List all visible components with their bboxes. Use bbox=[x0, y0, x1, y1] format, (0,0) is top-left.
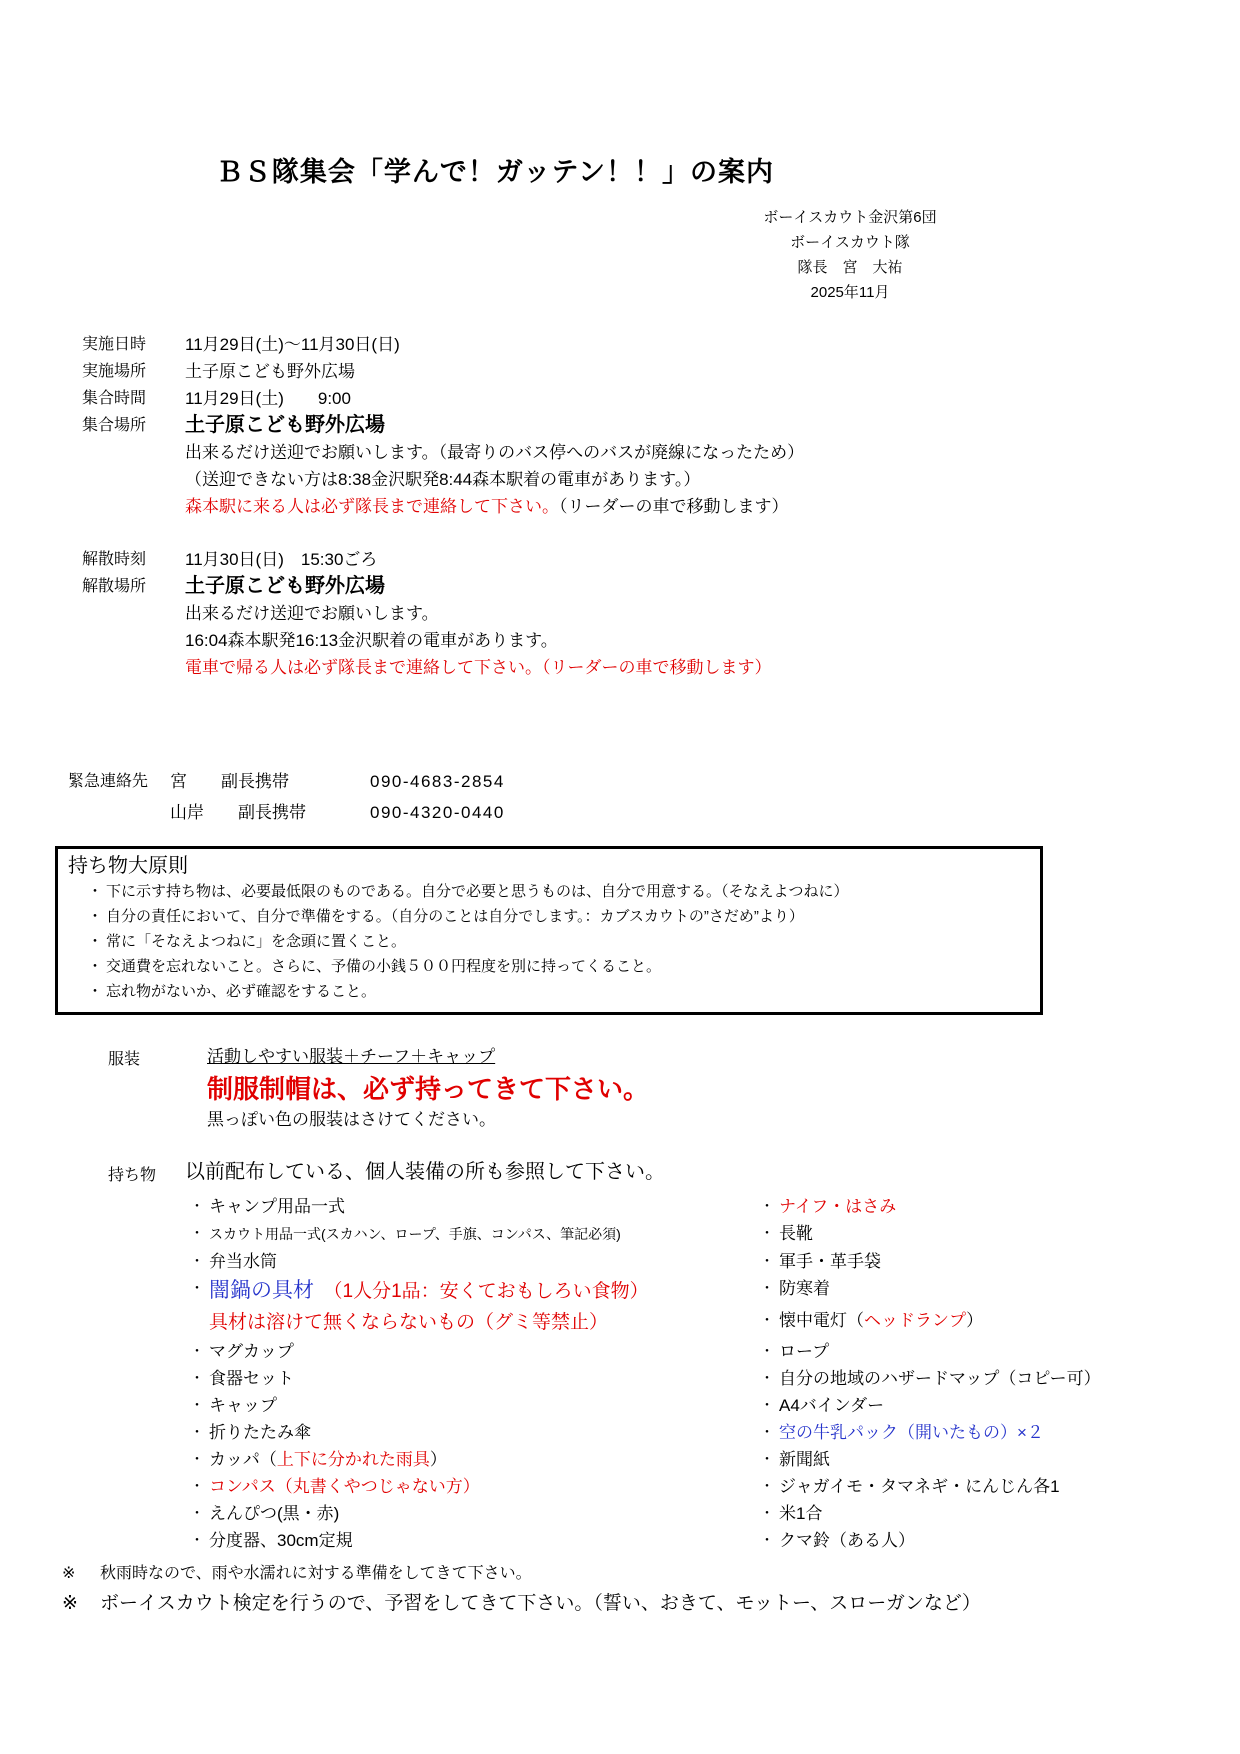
info-label bbox=[82, 627, 185, 654]
item-text bbox=[209, 1419, 311, 1446]
item-text bbox=[779, 1527, 915, 1554]
contact-phone: 090-4683-2854 bbox=[370, 772, 505, 791]
bullet-icon: ・ bbox=[190, 1397, 204, 1413]
text-segment: （リーダーの車で移動します） bbox=[559, 497, 789, 516]
info-label: 集合時間 bbox=[82, 390, 147, 407]
bullet-text: 自分の責任において、自分で準備をする。（自分のことは自分でします。：カブスカウトの”さだめ”より） bbox=[106, 908, 804, 925]
item-text bbox=[209, 1527, 353, 1554]
bullet-text: 交通費を忘れないこと。さらに、予備の小銭５００円程度を別に持ってくること。 bbox=[106, 958, 662, 975]
contact-name: 宮 副長携帯 bbox=[170, 772, 289, 791]
org-header bbox=[745, 205, 955, 305]
emergency-contacts bbox=[0, 766, 1240, 828]
belongings-header bbox=[0, 1157, 1240, 1187]
page-title: ＢＳ隊集会「学んで！ガッテン！！」の案内 bbox=[215, 157, 775, 187]
belongings-item-left bbox=[185, 1365, 755, 1392]
org-header-line: ボーイスカウト隊 bbox=[790, 234, 910, 251]
text-segment: 分度器、30cm定規 bbox=[209, 1531, 353, 1550]
text-segment: 長靴 bbox=[779, 1224, 813, 1243]
info-row bbox=[0, 546, 1240, 573]
item-text bbox=[779, 1307, 983, 1338]
footer-notes bbox=[0, 1560, 1240, 1620]
info-value bbox=[185, 358, 355, 385]
info-label bbox=[82, 439, 185, 466]
text-segment: 電車で帰る人は必ず隊長まで連絡して下さい。（リーダーの車で移動します） bbox=[185, 658, 772, 677]
contact-phone: 090-4320-0440 bbox=[370, 803, 505, 822]
belongings-item-right bbox=[755, 1527, 915, 1554]
clothing-section bbox=[0, 1042, 1240, 1134]
belongings-row bbox=[0, 1473, 1240, 1500]
belongings-item-left bbox=[185, 1527, 755, 1554]
info-value bbox=[185, 546, 377, 573]
info-value bbox=[185, 627, 558, 654]
text-segment: 弁当水筒 bbox=[209, 1252, 277, 1271]
belongings-item-right bbox=[755, 1307, 983, 1338]
principles-bullet bbox=[68, 904, 1032, 929]
text-segment: クマ鈴（ある人） bbox=[779, 1531, 915, 1550]
principles-bullet-list bbox=[68, 879, 1032, 1004]
text-segment: キャップ bbox=[209, 1396, 277, 1415]
info-value bbox=[185, 654, 772, 681]
principles-box bbox=[55, 846, 1043, 1015]
clothing-line-note: 黒っぽい色の服装はさけてください。 bbox=[207, 1110, 496, 1129]
belongings-item-right bbox=[755, 1446, 830, 1473]
org-header-line: ボーイスカウト金沢第6団 bbox=[763, 209, 937, 226]
info-label bbox=[82, 654, 185, 681]
belongings-row bbox=[0, 1220, 1240, 1248]
emergency-row bbox=[0, 766, 1240, 797]
info-row bbox=[0, 493, 1240, 520]
text-segment: 出来るだけ送迎でお願いします。 bbox=[185, 604, 439, 623]
text-segment: （1人分1品：安くておもしろい食物） bbox=[314, 1281, 649, 1302]
text-segment: 折りたたみ傘 bbox=[209, 1423, 311, 1442]
text-segment: 森本駅に来る人は必ず隊長まで連絡して下さい。 bbox=[185, 497, 559, 516]
info-label: 実施日時 bbox=[82, 336, 147, 353]
belongings-item-right bbox=[755, 1473, 1060, 1500]
text-segment: 土子原こども野外広場 bbox=[185, 362, 355, 381]
text-segment: ロープ bbox=[779, 1342, 830, 1361]
info-value bbox=[185, 573, 385, 600]
info-value bbox=[185, 331, 400, 358]
belongings-item-right bbox=[755, 1419, 1044, 1446]
info-row bbox=[0, 627, 1240, 654]
belongings-item-left bbox=[185, 1446, 755, 1473]
bullet-icon: ・ bbox=[190, 1451, 204, 1467]
item-text bbox=[779, 1500, 822, 1527]
item-text bbox=[779, 1365, 1101, 1392]
belongings-row bbox=[0, 1275, 1240, 1307]
belongings-item-left bbox=[185, 1392, 755, 1419]
bullet-icon: ・ bbox=[190, 1532, 204, 1548]
clothing-line-warning: 制服制帽は、必ず持ってきて下さい。 bbox=[207, 1074, 650, 1104]
note-row bbox=[0, 1560, 1240, 1588]
note-row bbox=[0, 1588, 1240, 1620]
info-row bbox=[0, 358, 1240, 385]
belongings-row bbox=[0, 1193, 1240, 1220]
text-segment: 11月30日(日) 15:30ごろ bbox=[185, 550, 378, 569]
bullet-icon: ・ bbox=[760, 1451, 774, 1467]
bullet-icon: ・ bbox=[760, 1424, 774, 1440]
belongings-row bbox=[0, 1527, 1240, 1554]
text-segment: 軍手・革手袋 bbox=[779, 1252, 881, 1271]
item-text bbox=[779, 1275, 830, 1307]
bullet-icon: ・ bbox=[760, 1253, 774, 1269]
belongings-item-left bbox=[185, 1220, 755, 1248]
bullet-icon: ・ bbox=[87, 958, 103, 975]
text-segment: 懐中電灯（ bbox=[779, 1311, 864, 1330]
belongings-row bbox=[0, 1446, 1240, 1473]
text-segment: 新聞紙 bbox=[779, 1450, 830, 1469]
info-label: 実施場所 bbox=[82, 363, 147, 380]
info-label: 解散場所 bbox=[82, 578, 147, 595]
bullet-icon: ・ bbox=[760, 1478, 774, 1494]
bullet-icon: ・ bbox=[760, 1370, 774, 1386]
info-row bbox=[0, 385, 1240, 412]
bullet-icon: ・ bbox=[190, 1253, 204, 1269]
info-value bbox=[185, 385, 351, 412]
bullet-icon: ・ bbox=[760, 1280, 774, 1296]
org-header-line: 2025年11月 bbox=[810, 284, 890, 301]
belongings-item-right bbox=[755, 1392, 884, 1419]
bullet-icon: ・ bbox=[760, 1198, 774, 1214]
item-text bbox=[209, 1365, 294, 1392]
item-text bbox=[209, 1307, 608, 1338]
text-segment: 16:04森本駅発16:13金沢駅着の電車があります。 bbox=[185, 631, 558, 650]
item-text bbox=[209, 1473, 480, 1500]
belongings-item-left bbox=[185, 1419, 755, 1446]
belongings-row bbox=[0, 1365, 1240, 1392]
bullet-icon: ・ bbox=[190, 1280, 204, 1296]
text-segment: ナイフ・はさみ bbox=[779, 1197, 897, 1216]
info-label: 解散時刻 bbox=[82, 551, 147, 568]
bullet-text: 忘れ物がないか、必ず確認をすること。 bbox=[106, 983, 377, 1000]
text-segment: 土子原こども野外広場 bbox=[185, 575, 385, 597]
meeting-info-section bbox=[0, 331, 1240, 520]
belongings-item-right bbox=[755, 1338, 829, 1365]
bullet-icon: ・ bbox=[190, 1343, 204, 1359]
text-segment: 11月29日(土)～11月30日(日) bbox=[185, 335, 400, 354]
bullet-icon: ・ bbox=[760, 1343, 774, 1359]
belongings-intro: 以前配布している、個人装備の所も参照して下さい。 bbox=[185, 1161, 665, 1183]
text-segment: （送迎できない方は8:38金沢駅発8:44森本駅着の電車があります。） bbox=[185, 470, 701, 489]
info-row bbox=[0, 654, 1240, 681]
bullet-icon: ・ bbox=[190, 1478, 204, 1494]
item-text bbox=[779, 1419, 1044, 1446]
belongings-item-left bbox=[185, 1338, 755, 1365]
info-row bbox=[0, 439, 1240, 466]
info-label: 集合場所 bbox=[82, 417, 147, 434]
belongings-row bbox=[0, 1392, 1240, 1419]
bullet-icon: ・ bbox=[87, 908, 103, 925]
org-header-line: 隊長 宮 大祐 bbox=[797, 259, 903, 276]
emergency-row bbox=[0, 797, 1240, 828]
belongings-item-left bbox=[185, 1307, 755, 1338]
info-row bbox=[0, 412, 1240, 439]
info-label bbox=[82, 600, 185, 627]
info-value bbox=[185, 439, 804, 466]
text-segment: 11月29日(土) 9:00 bbox=[185, 389, 351, 408]
clothing-line-underlined: 活動しやすい服装＋チーフ＋キャップ bbox=[207, 1047, 496, 1066]
belongings-item-left bbox=[185, 1500, 755, 1527]
text-segment: 空の牛乳パック（開いたもの）×２ bbox=[779, 1423, 1044, 1442]
belongings-item-left bbox=[185, 1193, 755, 1220]
emergency-label bbox=[68, 797, 170, 828]
text-segment: えんぴつ(黒・赤) bbox=[209, 1504, 340, 1523]
belongings-label: 持ち物 bbox=[108, 1167, 157, 1184]
item-text bbox=[209, 1275, 649, 1307]
belongings-row bbox=[0, 1500, 1240, 1527]
info-value bbox=[185, 412, 385, 439]
bullet-icon: ・ bbox=[87, 983, 103, 1000]
belongings-item-right bbox=[755, 1220, 813, 1248]
text-segment: ） bbox=[429, 1450, 447, 1469]
text-segment: 闇鍋の具材 bbox=[209, 1279, 314, 1302]
info-row bbox=[0, 331, 1240, 358]
belongings-item-left bbox=[185, 1248, 755, 1275]
text-segment: 具材は溶けて無くならないもの（グミ等禁止） bbox=[209, 1312, 609, 1333]
text-segment: カッパ（ bbox=[209, 1450, 277, 1469]
belongings-item-right bbox=[755, 1365, 1101, 1392]
info-row bbox=[0, 600, 1240, 627]
belongings-row bbox=[0, 1307, 1240, 1338]
principles-bullet bbox=[68, 979, 1032, 1004]
text-segment: 出来るだけ送迎でお願いします。（最寄りのバス停へのバスが廃線になったため） bbox=[185, 443, 805, 462]
belongings-row bbox=[0, 1248, 1240, 1275]
bullet-icon: ・ bbox=[760, 1505, 774, 1521]
belongings-item-right bbox=[755, 1248, 881, 1275]
text-segment: 米1合 bbox=[779, 1504, 823, 1523]
item-text bbox=[779, 1392, 884, 1419]
note-text: ボーイスカウト検定を行うので、予習をしてきて下さい。（誓い、おきて、モットー、スローガンなど） bbox=[100, 1593, 981, 1614]
contact-name: 山岸 副長携帯 bbox=[170, 803, 306, 822]
note-mark: ※ bbox=[62, 1565, 76, 1582]
item-text bbox=[209, 1220, 621, 1248]
dismissal-info-section bbox=[0, 546, 1240, 681]
clothing-lines bbox=[207, 1042, 649, 1134]
principles-bullet bbox=[68, 879, 1032, 904]
bullet-icon: ・ bbox=[190, 1198, 204, 1214]
text-segment: ジャガイモ・タマネギ・にんじん各1 bbox=[779, 1477, 1060, 1496]
text-segment: マグカップ bbox=[209, 1342, 294, 1361]
item-text bbox=[209, 1500, 339, 1527]
item-text bbox=[209, 1338, 294, 1365]
note-mark: ※ bbox=[62, 1593, 78, 1614]
bullet-icon: ・ bbox=[190, 1505, 204, 1521]
belongings-item-left bbox=[185, 1275, 755, 1307]
info-label bbox=[82, 493, 185, 520]
bullet-icon: ・ bbox=[190, 1424, 204, 1440]
bullet-icon: ・ bbox=[190, 1370, 204, 1386]
belongings-section bbox=[0, 1157, 1240, 1554]
belongings-item-right bbox=[755, 1193, 896, 1220]
info-value bbox=[185, 493, 789, 520]
principles-box-title: 持ち物大原則 bbox=[68, 855, 188, 877]
item-text bbox=[209, 1392, 277, 1419]
belongings-row bbox=[0, 1338, 1240, 1365]
text-segment: キャンプ用品一式 bbox=[209, 1197, 345, 1216]
text-segment: ） bbox=[966, 1311, 984, 1330]
bullet-icon: ・ bbox=[87, 933, 103, 950]
item-text bbox=[779, 1248, 881, 1275]
note-text: 秋雨時なので、雨や水濡れに対する準備をしてきて下さい。 bbox=[100, 1565, 532, 1582]
text-segment: 土子原こども野外広場 bbox=[185, 414, 385, 436]
item-text bbox=[779, 1473, 1060, 1500]
belongings-row bbox=[0, 1419, 1240, 1446]
bullet-icon bbox=[185, 1307, 209, 1338]
text-segment: A4バインダー bbox=[779, 1396, 885, 1415]
belongings-item-right bbox=[755, 1500, 822, 1527]
text-segment: ヘッドランプ bbox=[864, 1311, 967, 1330]
text-segment: コンパス（丸書くやつじゃない方） bbox=[209, 1477, 480, 1496]
text-segment: 防寒着 bbox=[779, 1279, 830, 1298]
clothing-label: 服装 bbox=[108, 1051, 141, 1068]
belongings-item-left bbox=[185, 1473, 755, 1500]
text-segment: 自分の地域のハザードマップ（コピー可） bbox=[779, 1369, 1101, 1388]
principles-bullet bbox=[68, 929, 1032, 954]
belongings-item-right bbox=[755, 1275, 830, 1307]
bullet-icon: ・ bbox=[760, 1312, 774, 1328]
text-segment: スカウト用品一式(スカハン、ロープ、手旗、コンパス、筆記必須) bbox=[209, 1226, 621, 1242]
info-row bbox=[0, 573, 1240, 600]
emergency-label: 緊急連絡先 bbox=[68, 773, 149, 790]
bullet-icon: ・ bbox=[190, 1225, 204, 1241]
item-text bbox=[779, 1338, 829, 1365]
bullet-text: 下に示す持ち物は、必要最低限のものである。自分で必要と思うものは、自分で用意する。（そなえよつねに） bbox=[106, 883, 849, 900]
bullet-icon: ・ bbox=[87, 883, 103, 900]
bullet-icon: ・ bbox=[760, 1532, 774, 1548]
bullet-text: 常に「そなえよつねに」を念頭に置くこと。 bbox=[106, 933, 407, 950]
belongings-list bbox=[0, 1193, 1240, 1554]
item-text bbox=[779, 1193, 896, 1220]
info-row bbox=[0, 466, 1240, 493]
item-text bbox=[209, 1248, 277, 1275]
item-text bbox=[779, 1220, 813, 1248]
text-segment: 食器セット bbox=[209, 1369, 294, 1388]
item-text bbox=[209, 1446, 447, 1473]
text-segment: 上下に分かれた雨具 bbox=[276, 1450, 430, 1469]
item-text bbox=[209, 1193, 345, 1220]
principles-bullet bbox=[68, 954, 1032, 979]
bullet-icon: ・ bbox=[760, 1225, 774, 1241]
info-label bbox=[82, 466, 185, 493]
item-text bbox=[779, 1446, 830, 1473]
bullet-icon: ・ bbox=[760, 1397, 774, 1413]
info-value bbox=[185, 466, 700, 493]
info-value bbox=[185, 600, 439, 627]
